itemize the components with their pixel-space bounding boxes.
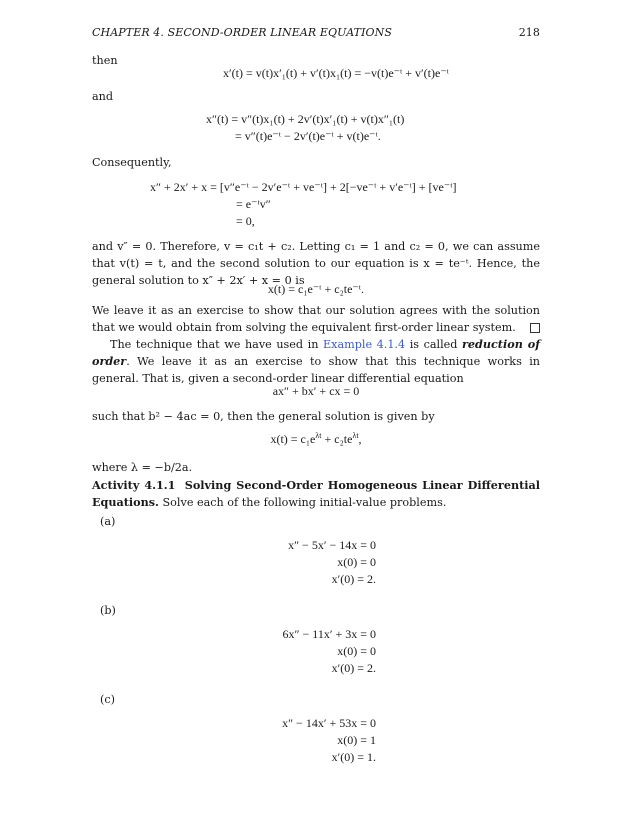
paragraph-leave-exercise <box>92 302 540 336</box>
part-b-initial-xprime: x′(0) = 2. <box>331 661 376 675</box>
leave-exercise-text: We leave it as an exercise to show that our solution agrees with the solution that we would obtain from solving the equivalent first-order linear system. <box>92 304 540 334</box>
reduction-text-1: The technique that we have used in <box>110 338 323 351</box>
text-and: and <box>92 90 114 103</box>
part-a-system <box>260 537 376 588</box>
part-a-initial-x: x(0) = 0 <box>337 555 376 569</box>
part-c-initial-x: x(0) = 1 <box>337 733 376 747</box>
text-such-that: such that b² − 4ac = 0, then the general solution is given by <box>92 410 435 423</box>
part-a-initial-xprime: x′(0) = 2. <box>331 572 376 586</box>
paragraph-reduction-of-order <box>92 336 540 387</box>
qed-icon <box>530 323 540 333</box>
activity-label: Activity 4.1.1 <box>92 478 176 492</box>
part-c-initial-xprime: x′(0) = 1. <box>331 750 376 764</box>
equation-sum-line2: = e⁻ᵗv″ <box>236 197 271 211</box>
part-c-system <box>260 715 376 766</box>
part-c-label: (c) <box>100 693 115 706</box>
equation-sum-line3: = 0, <box>236 214 255 228</box>
chapter-title: CHAPTER 4. SECOND-ORDER LINEAR EQUATIONS <box>92 26 392 39</box>
equation-general-solution: x(t) = c₁e⁻ᵗ + c₂te⁻ᵗ. <box>267 282 365 296</box>
running-header <box>92 26 540 39</box>
part-b-equation: 6x″ − 11x′ + 3x = 0 <box>282 627 376 641</box>
part-a-label: (a) <box>100 515 116 528</box>
equation-general-form: ax″ + bx′ + cx = 0 <box>272 384 360 398</box>
equation-x-prime: x′(t) = v(t)x′₁(t) + v′(t)x₁(t) = −v(t)e⁻ᵗ + v′(t)e⁻ᵗ <box>223 66 449 80</box>
paragraph-v-double-prime: and v″ = 0. Therefore, v = c₁t + c₂. Letting c₁ = 1 and c₂ = 0, we can assume that v(t) = t, and the second solution to our equation is x = te⁻ᵗ. Hence, the general solution to x″ + 2x′ + x = 0 is <box>92 240 540 287</box>
equation-sum-line1: x″ + 2x′ + x = [v″e⁻ᵗ − 2v′e⁻ᵗ + ve⁻ᵗ] + 2[−ve⁻ᵗ + v′e⁻ᵗ] + [ve⁻ᵗ] <box>150 180 457 194</box>
text-where-lambda: where λ = −b/2a. <box>92 461 193 474</box>
equation-x-double-prime-line2: = v″(t)e⁻ᵗ − 2v′(t)e⁻ᵗ + v(t)e⁻ᵗ. <box>235 129 381 143</box>
equation-x-double-prime-line1: x″(t) = v″(t)x₁(t) + 2v′(t)x′₁(t) + v(t)x″₁(t) <box>206 112 405 126</box>
reduction-term: reduction of order <box>92 337 541 368</box>
text-consequently: Consequently, <box>92 156 172 169</box>
activity-heading <box>92 477 540 511</box>
part-b-initial-x: x(0) = 0 <box>337 644 376 658</box>
part-c-equation: x″ − 14x′ + 53x = 0 <box>282 716 376 730</box>
page-number: 218 <box>518 26 540 39</box>
reduction-text-2: is called <box>405 338 463 351</box>
activity-intro: Solve each of the following initial-value problems. <box>162 496 447 509</box>
part-a-equation: x″ − 5x′ − 14x = 0 <box>288 538 376 552</box>
equation-repeated-root-solution: $x(t) = c_1e^{\lambda t} + c_2te^{\lambda t}$, <box>270 431 362 446</box>
text-then: then <box>92 54 118 67</box>
activity-title: Solving Second-Order Homogeneous Linear Differential Equations. <box>92 478 540 509</box>
part-b-system <box>260 626 376 677</box>
example-link[interactable]: Example 4.1.4 <box>322 338 406 351</box>
reduction-text-3: . We leave it as an exercise to show that this technique works in general. That is, given a second-order linear differential equation <box>92 355 540 385</box>
part-b-label: (b) <box>100 604 116 617</box>
